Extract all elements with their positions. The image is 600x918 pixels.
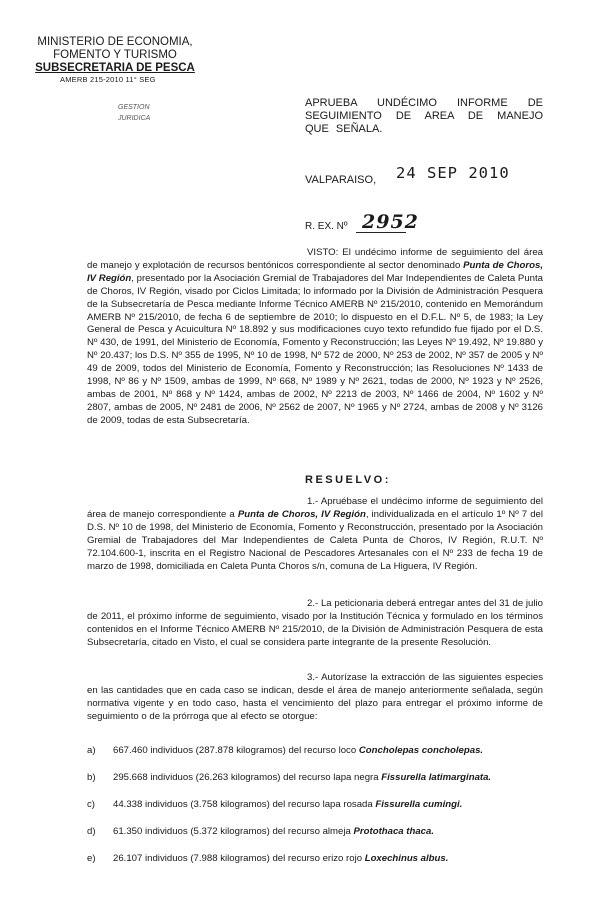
item-label: b) [87,772,96,783]
subsecretaria-heading: SUBSECRETARIA DE PESCA [35,62,195,74]
resolution-title: APRUEBA UNDÉCIMO INFORME DE SEGUIMIENTO DE AREA DE MANEJO QUE SEÑALA. [305,97,543,135]
visto-text-2: , presentado por la Asociación Gremial de Trabajadores del Mar Independientes de Caleta Punta de Choros, IV Región, visado por Ciclos Limitada; lo informado por la División de Administración Pesquera de la Subsecretaría de Pesca mediante Informe Técnico AMERB Nº 215/2010, contenido en Memorándum AMERB Nº 215/2010, de fecha 6 de septiembre de 2010; lo dispuesto en el D.F.L. Nº 5, de 1983; la Ley General de Pesca y Acuicultura Nº 18.892 y sus modificaciones cuyo texto refundido fue fijado por el D.S. Nº 430, de 1991, del Ministerio de Economía, Fomento y Reconstrucción; las Leyes Nº 19.492, Nº 19.880 y Nº 20.437; los D.S. Nº 355 de 1995, Nº 10 de 1998, Nº 572 de 2000, Nº 253 de 2002, Nº 357 de 2005 y Nº 49 de 2009, todos del Ministerio de Economía, Fomento y Reconstrucción; las Resoluciones Nº 1433 de 1998, Nº 86 y Nº 1509, ambas de 1999, Nº 668, Nº 1989 y Nº 2621, todas de 2000, Nº 1923 y Nº 2526, ambas de 2001, Nº 868 y Nº 1424, ambas de 2002, Nº 2213 de 2003, Nº 1466 de 2004, Nº 1602 y Nº 2807, ambas de 2005, Nº 2481 de 2006, Nº 2562 de 2007, Nº 1965 y Nº 2724, ambas de 2008 y Nº 3126 de 2009, todas de esta Subsecretaría. [87,272,543,426]
resolution-number-label: R. EX. Nº [305,221,348,232]
point-2: 2.- La peticionaria deberá entregar antes del 31 de julio de 2011, el próximo informe de seguimiento, visado por la Institución Técnica y formulado en los términos contenidos en el Informe Técnico AMERB Nº 215/2010, de la División de Administración Pesquera de esta Subsecretaría, citado en Visto, el cual se considera parte integrante de la presente Resolución. [87,598,543,648]
item-text: 44.338 individuos (3.758 kilogramos) del recurso lapa rosada [113,799,376,810]
extraction-item-e [87,853,448,865]
item-text: 667.460 individuos (287.878 kilogramos) del recurso loco [113,745,359,756]
item-species: Fissurella cumingi. [375,799,463,810]
point-1 [87,496,543,573]
visto-paragraph [87,247,543,428]
item-label: a) [87,745,96,756]
visto-lead: VISTO: [307,247,339,258]
point-1-sector: Punta de Choros, IV Región [237,508,366,520]
item-species: Concholepas concholepas. [358,745,484,756]
item-label: d) [87,826,96,837]
extraction-item-d [87,826,434,838]
item-text: 61.350 individuos (5.372 kilogramos) del recurso almeja [113,826,354,837]
stamp-line-1: GESTION [118,104,150,111]
item-text: 26.107 individuos (7.988 kilogramos) del recurso erizo rojo [113,853,365,864]
item-species: Loxechinus albus. [364,853,449,864]
item-label: e) [87,853,96,864]
point-1-text-2: , individualizada en el artículo 1º Nº 7 del D.S. Nº 10 de 1998, del Ministerio de Economía, Fomento y Reconstrucción, presentado por la Asociación Gremial de Trabajadores del Mar Independientes de Caleta Punta de Choros, IV Región, R.U.T. Nº 72.104.600-1, inscrita en el Registro Nacional de Pescadores Artesanales con el Nº 233 de fecha 19 de marzo de 1998, domiciliada en Caleta Punta Choros s/n, comuna de La Higuera, IV Región. [87,508,544,572]
ministry-line-1: MINISTERIO DE ECONOMIA, [37,36,193,48]
date-stamp: 24 SEP 2010 [396,164,510,182]
item-text: 295.668 individuos (26.263 kilogramos) del recurso lapa negra [113,772,382,783]
resolution-number: 2952 [362,211,419,233]
place: VALPARAISO, [305,174,377,186]
ministry-line-2: FOMENTO Y TURISMO [53,49,177,61]
item-species: Protothaca thaca. [353,826,435,837]
extraction-item-a [87,745,483,757]
stamp-line-2: JURIDICA [118,115,151,122]
item-label: c) [87,799,95,810]
visto-text-1: El undécimo informe de seguimiento del área de manejo y explotación de recursos bentónicos correspondiente al sector denominado [87,247,543,271]
extraction-item-c [87,799,462,811]
item-species: Fissurella latimarginata. [381,772,492,783]
point-1-text-1: 1.- Apruébase el undécimo informe de seguimiento del área de manejo correspondiente a [87,496,543,520]
point-3: 3.- Autorízase la extracción de las siguientes especies en las cantidades que en cada caso se indican, desde el área de manejo anteriormente señalada, según normativa vigente y en todo caso, hasta el vencimiento del plazo para entregar el próximo informe de seguimiento o de la prórroga que al efecto se otorgue: [87,672,543,722]
visto-sector: Punta de Choros, IV Región [87,259,543,284]
resuelvo-heading: RESUELVO: [305,474,391,486]
extraction-item-b [87,772,491,784]
reference-code: AMERB 215-2010 11° SEG [60,75,156,84]
gestion-juridica-stamp [118,102,150,124]
